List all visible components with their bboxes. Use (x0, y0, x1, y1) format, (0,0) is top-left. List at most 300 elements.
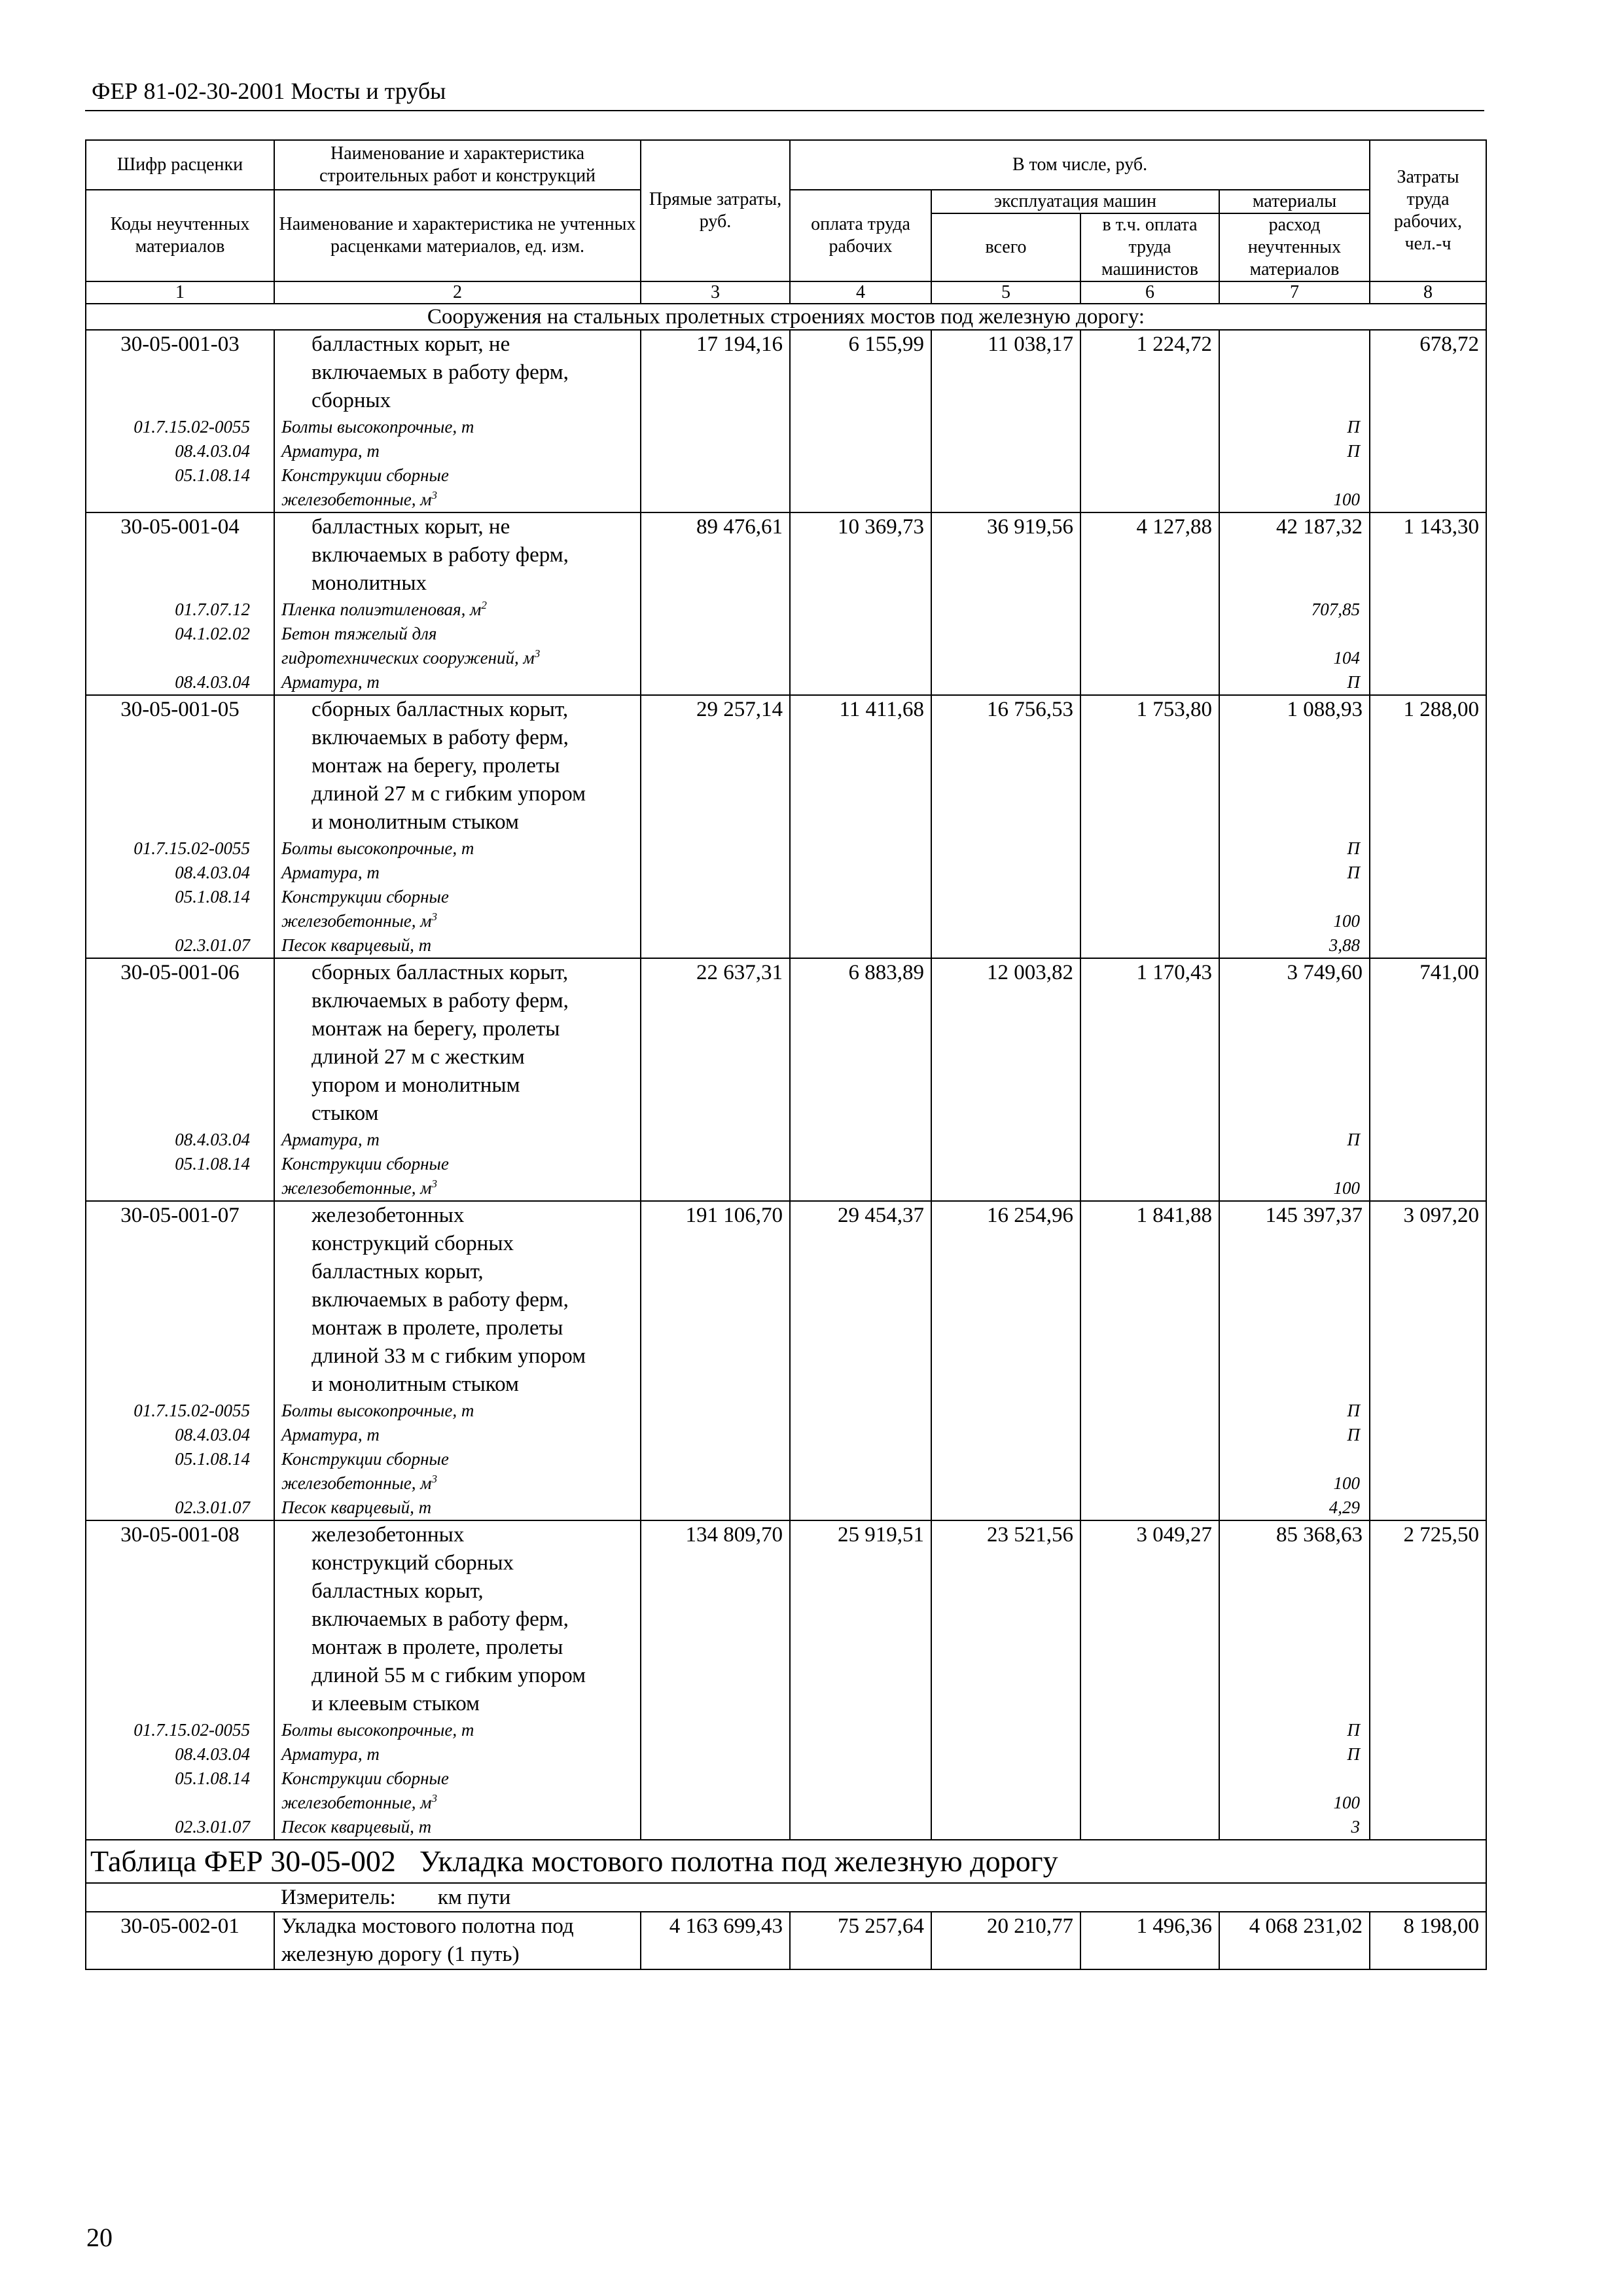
labor-hours: 1 143,30 (1370, 512, 1486, 541)
empty-cell (1370, 1447, 1486, 1471)
material-name (274, 670, 641, 695)
empty-cell (1219, 1314, 1370, 1342)
empty-cell (931, 415, 1080, 439)
material-name (274, 836, 641, 861)
empty-cell (1080, 1423, 1219, 1447)
empty-cell (790, 1100, 931, 1128)
empty-cell (931, 1496, 1080, 1520)
measure-unit: км пути (437, 1886, 511, 1909)
material-usage: П (1219, 861, 1370, 885)
empty-cell (1080, 1071, 1219, 1100)
empty-cell (86, 1043, 274, 1071)
col-material-code-header: Коды неучтенных материалов (86, 190, 274, 281)
empty-cell (1219, 1941, 1370, 1969)
material-row (86, 670, 1486, 695)
empty-cell (1080, 670, 1219, 695)
empty-cell (790, 1767, 931, 1791)
empty-cell (790, 488, 931, 512)
rate-code: 30-05-002-01 (86, 1912, 274, 1941)
empty-cell (86, 780, 274, 808)
empty-cell (1219, 387, 1370, 415)
empty-cell (790, 1577, 931, 1605)
empty-cell (931, 885, 1080, 909)
empty-cell (86, 1371, 274, 1399)
empty-cell (931, 836, 1080, 861)
empty-cell (1370, 463, 1486, 488)
material-usage: П (1219, 439, 1370, 463)
materials-cost: 42 187,32 (1219, 512, 1370, 541)
rate-description-line: монтаж в пролете, пролеты (274, 1314, 641, 1342)
rate-row-cont (86, 1071, 1486, 1100)
empty-cell (931, 488, 1080, 512)
labor-pay: 11 411,68 (790, 695, 931, 724)
material-row (86, 1742, 1486, 1767)
rate-description-line: стыком (274, 1100, 641, 1128)
empty-cell (931, 622, 1080, 646)
empty-cell (1080, 463, 1219, 488)
material-name-text: Болты высокопрочные, т (281, 417, 474, 437)
empty-cell (641, 1447, 790, 1471)
empty-cell (790, 1549, 931, 1577)
empty-cell (1219, 987, 1370, 1015)
rate-description-line: монолитных (274, 569, 641, 598)
material-usage: 100 (1219, 1176, 1370, 1201)
unit-superscript: 3 (431, 1177, 437, 1190)
empty-cell (641, 387, 790, 415)
machinist-pay: 3 049,27 (1080, 1520, 1219, 1549)
material-usage: 100 (1219, 488, 1370, 512)
empty-cell (931, 569, 1080, 598)
empty-cell (1219, 780, 1370, 808)
empty-cell (1080, 488, 1219, 512)
material-name (274, 463, 641, 488)
material-code: 08.4.03.04 (86, 439, 274, 463)
material-row (86, 463, 1486, 488)
direct-costs: 191 106,70 (641, 1201, 790, 1230)
empty-cell (86, 1791, 274, 1815)
empty-cell (790, 1718, 931, 1742)
empty-cell (641, 541, 790, 569)
empty-cell (1370, 1496, 1486, 1520)
empty-cell (641, 1471, 790, 1496)
empty-cell (641, 1399, 790, 1423)
material-row (86, 1152, 1486, 1176)
empty-cell (790, 387, 931, 415)
empty-cell (1080, 724, 1219, 752)
empty-cell (1370, 1767, 1486, 1791)
empty-cell (931, 463, 1080, 488)
labor-hours: 3 097,20 (1370, 1201, 1486, 1230)
empty-cell (1370, 1605, 1486, 1634)
empty-cell (86, 1690, 274, 1718)
material-name (274, 1128, 641, 1152)
rate-row-cont (86, 1941, 1486, 1969)
material-name (274, 861, 641, 885)
machinist-pay: 1 496,36 (1080, 1912, 1219, 1941)
rate-row-cont (86, 752, 1486, 780)
materials-cost: 3 749,60 (1219, 958, 1370, 987)
rate-row-cont (86, 569, 1486, 598)
material-name (274, 1399, 641, 1423)
empty-cell (1219, 1371, 1370, 1399)
empty-cell (931, 1791, 1080, 1815)
material-name (274, 646, 641, 670)
empty-cell (1219, 569, 1370, 598)
material-name (274, 885, 641, 909)
material-name (274, 598, 641, 622)
empty-cell (86, 359, 274, 387)
empty-cell (641, 622, 790, 646)
material-name-text: Конструкции сборные (281, 1154, 449, 1174)
empty-cell (931, 1471, 1080, 1496)
empty-cell (1219, 1015, 1370, 1043)
col-machinist-pay-header: в т.ч. оплата труда машинистов (1080, 213, 1219, 281)
direct-costs: 4 163 699,43 (641, 1912, 790, 1941)
empty-cell (931, 724, 1080, 752)
empty-cell (931, 387, 1080, 415)
material-row (86, 861, 1486, 885)
empty-cell (1219, 1258, 1370, 1286)
empty-cell (86, 1258, 274, 1286)
empty-cell (1370, 987, 1486, 1015)
empty-cell (1219, 1230, 1370, 1258)
empty-cell (931, 1015, 1080, 1043)
empty-cell (1219, 1605, 1370, 1634)
material-code: 02.3.01.07 (86, 1815, 274, 1840)
rate-row-cont (86, 724, 1486, 752)
empty-cell (931, 1286, 1080, 1314)
rate-row-cont (86, 1314, 1486, 1342)
material-code: 01.7.15.02-0055 (86, 1399, 274, 1423)
rate-description-line: и клеевым стыком (274, 1690, 641, 1718)
empty-cell (1080, 1314, 1219, 1342)
col-materials-header: материалы (1219, 190, 1370, 213)
material-usage: 707,85 (1219, 598, 1370, 622)
column-number: 6 (1080, 281, 1219, 304)
empty-cell (641, 569, 790, 598)
empty-cell (1080, 1342, 1219, 1371)
direct-costs: 89 476,61 (641, 512, 790, 541)
material-name-text: Конструкции сборные (281, 887, 449, 906)
empty-cell (790, 622, 931, 646)
labor-pay: 75 257,64 (790, 1912, 931, 1941)
empty-cell (1219, 1662, 1370, 1690)
material-name (274, 1176, 641, 1201)
material-name-text: Пленка полиэтиленовая, м (281, 600, 482, 619)
empty-cell (1370, 1342, 1486, 1371)
section-row (86, 304, 1486, 330)
material-code: 08.4.03.04 (86, 861, 274, 885)
empty-cell (790, 1258, 931, 1286)
rate-row-cont (86, 808, 1486, 836)
empty-cell (790, 724, 931, 752)
section-title: Сооружения на стальных пролетных строениях мостов под железную дорогу: (86, 304, 1486, 330)
empty-cell (1080, 987, 1219, 1015)
empty-cell (1219, 1767, 1370, 1791)
rate-row-cont (86, 359, 1486, 387)
empty-cell (931, 646, 1080, 670)
material-name-text: Арматура, т (281, 1744, 380, 1764)
empty-cell (1080, 1742, 1219, 1767)
empty-cell (790, 1230, 931, 1258)
labor-hours: 678,72 (1370, 330, 1486, 359)
empty-cell (790, 646, 931, 670)
empty-cell (641, 987, 790, 1015)
empty-cell (931, 598, 1080, 622)
material-row (86, 885, 1486, 909)
material-row (86, 622, 1486, 646)
empty-cell (641, 598, 790, 622)
empty-cell (1370, 439, 1486, 463)
empty-cell (1219, 752, 1370, 780)
empty-cell (1219, 1071, 1370, 1100)
empty-cell (641, 1015, 790, 1043)
rate-row-cont (86, 387, 1486, 415)
empty-cell (790, 1605, 931, 1634)
machines-total: 12 003,82 (931, 958, 1080, 987)
material-name (274, 1471, 641, 1496)
empty-cell (1080, 1496, 1219, 1520)
empty-cell (1080, 933, 1219, 958)
empty-cell (1080, 1100, 1219, 1128)
machines-total: 23 521,56 (931, 1520, 1080, 1549)
col-machines-header: эксплуатация машин (931, 190, 1219, 213)
material-name-text: Болты высокопрочные, т (281, 838, 474, 858)
material-code: 08.4.03.04 (86, 1423, 274, 1447)
rate-row-cont (86, 1230, 1486, 1258)
col-direct-costs-header: Прямые затраты, руб. (641, 140, 790, 281)
machines-total: 16 254,96 (931, 1201, 1080, 1230)
empty-cell (931, 861, 1080, 885)
empty-cell (1080, 1176, 1219, 1201)
empty-cell (1219, 1043, 1370, 1071)
material-usage: П (1219, 670, 1370, 695)
labor-pay: 6 155,99 (790, 330, 931, 359)
unit-superscript: 2 (481, 599, 487, 611)
empty-cell (1370, 1662, 1486, 1690)
empty-cell (790, 1286, 931, 1314)
empty-cell (1370, 1043, 1486, 1071)
empty-cell (1080, 1941, 1219, 1969)
empty-cell (931, 752, 1080, 780)
machines-total: 11 038,17 (931, 330, 1080, 359)
rate-description-line: упором и монолитным (274, 1071, 641, 1100)
empty-cell (1219, 622, 1370, 646)
empty-cell (86, 987, 274, 1015)
empty-cell (931, 808, 1080, 836)
empty-cell (86, 541, 274, 569)
material-row (86, 1176, 1486, 1201)
empty-cell (1219, 1634, 1370, 1662)
empty-cell (641, 670, 790, 695)
empty-cell (790, 909, 931, 933)
material-name-text: Арматура, т (281, 441, 380, 461)
empty-cell (1080, 909, 1219, 933)
empty-cell (1370, 387, 1486, 415)
empty-cell (641, 1371, 790, 1399)
empty-cell (931, 1128, 1080, 1152)
rate-row-cont (86, 1043, 1486, 1071)
rate-description-line: балластных корыт, (274, 1577, 641, 1605)
material-usage: 100 (1219, 1471, 1370, 1496)
rate-row-cont (86, 1549, 1486, 1577)
column-number: 1 (86, 281, 274, 304)
empty-cell (790, 1371, 931, 1399)
empty-cell (1370, 541, 1486, 569)
rate-description-line: длиной 27 м с жестким (274, 1043, 641, 1071)
material-code: 01.7.15.02-0055 (86, 415, 274, 439)
material-usage: П (1219, 1128, 1370, 1152)
materials-cost: 85 368,63 (1219, 1520, 1370, 1549)
empty-cell (1370, 598, 1486, 622)
material-name (274, 1423, 641, 1447)
empty-cell (790, 1447, 931, 1471)
materials-cost: 4 068 231,02 (1219, 1912, 1370, 1941)
empty-cell (790, 415, 931, 439)
machines-total: 20 210,77 (931, 1912, 1080, 1941)
empty-cell (641, 1230, 790, 1258)
labor-pay: 29 454,37 (790, 1201, 931, 1230)
material-code: 05.1.08.14 (86, 1152, 274, 1176)
empty-cell (931, 933, 1080, 958)
page-number: 20 (86, 2223, 113, 2252)
empty-cell (1370, 1690, 1486, 1718)
material-row (86, 1496, 1486, 1520)
empty-cell (1080, 808, 1219, 836)
empty-cell (641, 1176, 790, 1201)
material-row (86, 1767, 1486, 1791)
empty-cell (1080, 1549, 1219, 1577)
table2-code: Таблица ФЕР 30-05-002 (90, 1844, 396, 1878)
empty-cell (1370, 1152, 1486, 1176)
empty-cell (86, 1314, 274, 1342)
empty-cell (641, 1690, 790, 1718)
empty-cell (641, 1128, 790, 1152)
empty-cell (1370, 1941, 1486, 1969)
empty-cell (931, 1767, 1080, 1791)
empty-cell (931, 780, 1080, 808)
empty-cell (1080, 1015, 1219, 1043)
empty-cell (790, 1423, 931, 1447)
empty-cell (931, 1549, 1080, 1577)
rate-code: 30-05-001-07 (86, 1201, 274, 1230)
empty-cell (86, 1883, 274, 1912)
unit-superscript: 3 (534, 647, 541, 660)
rate-description-line: включаемых в работу ферм, (274, 987, 641, 1015)
empty-cell (1219, 1577, 1370, 1605)
machinist-pay: 1 170,43 (1080, 958, 1219, 987)
empty-cell (1370, 1371, 1486, 1399)
rate-description-line: балластных корыт, (274, 1258, 641, 1286)
empty-cell (931, 1577, 1080, 1605)
empty-cell (1370, 933, 1486, 958)
empty-cell (790, 439, 931, 463)
empty-cell (641, 1423, 790, 1447)
material-usage: 100 (1219, 909, 1370, 933)
empty-cell (1080, 1605, 1219, 1634)
rate-description-line: включаемых в работу ферм, (274, 359, 641, 387)
empty-cell (1080, 780, 1219, 808)
empty-cell (1080, 1128, 1219, 1152)
rate-row (86, 958, 1486, 987)
material-code: 02.3.01.07 (86, 933, 274, 958)
rate-row (86, 512, 1486, 541)
empty-cell (790, 1128, 931, 1152)
empty-cell (1370, 622, 1486, 646)
material-name (274, 622, 641, 646)
empty-cell (641, 1941, 790, 1969)
empty-cell (931, 1742, 1080, 1767)
empty-cell (1370, 569, 1486, 598)
empty-cell (1370, 1176, 1486, 1201)
rate-row-cont (86, 780, 1486, 808)
rate-description-line: балластных корыт, не (274, 512, 641, 541)
empty-cell (1080, 622, 1219, 646)
material-row (86, 439, 1486, 463)
empty-cell (1370, 1314, 1486, 1342)
labor-hours: 1 288,00 (1370, 695, 1486, 724)
unit-superscript: 3 (431, 1792, 437, 1804)
material-name-text: Песок кварцевый, т (281, 935, 432, 955)
material-row (86, 836, 1486, 861)
material-code: 01.7.15.02-0055 (86, 836, 274, 861)
empty-cell (86, 646, 274, 670)
col-labor-pay-header: оплата труда рабочих (790, 190, 931, 281)
empty-cell (1219, 1286, 1370, 1314)
material-code: 08.4.03.04 (86, 1742, 274, 1767)
rate-description-line: включаемых в работу ферм, (274, 541, 641, 569)
empty-cell (641, 724, 790, 752)
empty-cell (641, 1342, 790, 1371)
empty-cell (86, 1941, 274, 1969)
measure-row (86, 1883, 1486, 1912)
empty-cell (1370, 1549, 1486, 1577)
empty-cell (931, 1071, 1080, 1100)
rate-description-line: сборных балластных корыт, (274, 695, 641, 724)
col-material-use-header: расход неучтенных материалов (1219, 213, 1370, 281)
empty-cell (641, 1815, 790, 1840)
empty-cell (1370, 885, 1486, 909)
empty-cell (641, 1314, 790, 1342)
empty-cell (641, 1767, 790, 1791)
empty-cell (931, 1100, 1080, 1128)
col-work-name-header: Наименование и характеристика строительных работ и конструкций (274, 140, 641, 190)
empty-cell (1080, 387, 1219, 415)
empty-cell (790, 1471, 931, 1496)
empty-cell (1080, 1399, 1219, 1423)
empty-cell (641, 933, 790, 958)
labor-hours: 741,00 (1370, 958, 1486, 987)
material-name-text: Болты высокопрочные, т (281, 1401, 474, 1420)
empty-cell (1370, 670, 1486, 695)
col-group-header: В том числе, руб. (790, 140, 1370, 190)
rate-row-cont (86, 1662, 1486, 1690)
empty-cell (790, 861, 931, 885)
rate-description-line: балластных корыт, не (274, 330, 641, 359)
rate-description-line: включаемых в работу ферм, (274, 724, 641, 752)
rate-row (86, 1201, 1486, 1230)
empty-cell (931, 359, 1080, 387)
unit-superscript: 3 (431, 1473, 437, 1485)
rate-row-cont (86, 1605, 1486, 1634)
material-name-text: Бетон тяжелый для (281, 624, 437, 643)
empty-cell (641, 1100, 790, 1128)
empty-cell (1219, 1342, 1370, 1371)
material-row (86, 933, 1486, 958)
empty-cell (1080, 646, 1219, 670)
empty-cell (86, 752, 274, 780)
rate-row (86, 695, 1486, 724)
